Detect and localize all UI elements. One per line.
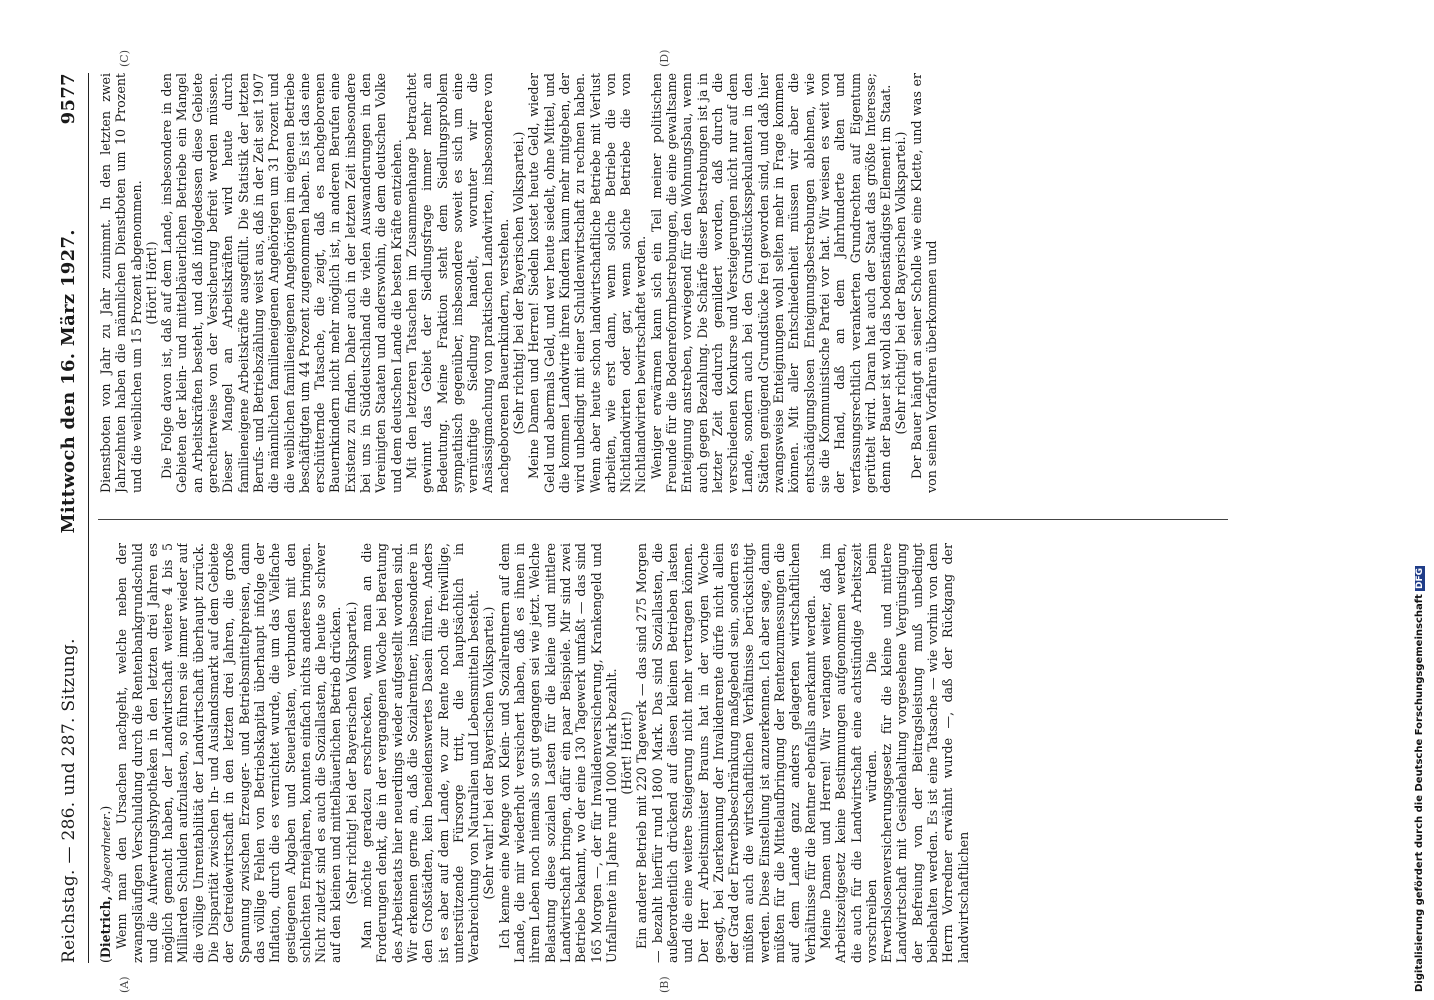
margin-marker-d: (D) (658, 49, 671, 67)
speaker-name: Dietrich, (98, 895, 113, 959)
interjection: (Hört! Hört!) (143, 241, 159, 325)
page-number: 9577 (58, 73, 79, 125)
speaker-line: (Dietrich, Abgeordneter.) (98, 805, 113, 963)
paragraph: Dienstboten von Jahr zu Jahr zunimmt. In den letzten zwei Jahrzehnten haben die männlichen Dienstboten um 10 Prozent und die weiblichen um 15 Prozent abgenommen. (98, 73, 144, 493)
paragraph: Ich kenne eine Menge von Klein- und Sozialrentnern auf dem Lande, die mir wiederholt versichert haben, daß es ihnen in ihrem Leben noch niemals so gut gegangen sei wie jetzt. Welche Belastung diese sozialen Lasten für die kleine und mittlere Landwirtschaft bringen, dafür ein paar Beispiele. Mir sind zwei Betriebe bekannt, wo der eine 130 Tagewerk umfaßt — das sind 165 Morgen —, der für Invalidenversicherung, Krankengeld und Unfallrente im Jahre rund 1000 Mark bezahlt. (496, 543, 619, 963)
header-date: Mittwoch den 16. März 1927. (58, 229, 79, 534)
right-column (98, 73, 1228, 493)
paragraph: Man möchte geradezu erschrecken, wenn man an die Forderungen denkt, die in der vergangenen Woche bei Beratung des Arbeitsetats hier neuerdings wieder aufgestellt worden sind. Wir erkennen gerne an, daß die Sozialrentner, insbesondere in den Großstädten, kein beneidenswertes Dasein führen. Anders ist es aber auf dem Lande, wo zur Rente noch die freiwillige, unterstützende Fürsorge tritt, die hauptsächlich in Verabreichung von Naturalien und Lebensmitteln besteht. (359, 543, 482, 963)
interjection: (Hört! Hört!) (619, 711, 635, 795)
paragraph: Wenn man den Ursachen nachgeht, welche neben der zwangsläufigen Verschuldung durch die Rentenbankgrundschuld und die Aufwertungshypotheken in den letzten drei Jahren es möglich gemacht haben, der Landwirtschaft weitere 4 bis 5 Milliarden Schulden aufzulasten, so führen sie immer wieder auf die völlige Unrentabilität der Landwirtschaft überhaupt zurück. Die Disparität zwischen In- und Auslandsmarkt auf dem Gebiete der Getreidewirtschaft in den letzten drei Jahren, die große Spannung zwischen Erzeuger- und Betriebsmittelpreisen, dann das völlige Fehlen von Betriebskapital überhaupt infolge der Inflation, durch die es vernichtet wurde, die um das Vielfache gestiegenen Abgaben und Steuerlasten, verbunden mit den schlechten Erntejahren, konnten einfach nichts anderes bringen. Nicht zuletzt sind es auch die Soziallasten, die heute so schwer auf den kleinen und mittelbäuerlichen Betrieb drücken. (114, 543, 344, 963)
speaker-role: Abgeordneter (100, 814, 113, 892)
page-header (58, 73, 89, 963)
interjection: (Sehr richtig! bei der Bayerischen Volkspartei.) (511, 131, 527, 435)
margin-marker-b: (B) (658, 976, 671, 993)
paragraph: Die Folge davon ist, daß auf dem Lande, insbesondere in den Gebieten der klein- und mittelbäuerlichen Betriebe ein Mangel an Arbeitskräften besteht, und daß infolgedessen diese Gebiete gerechterweise von der Versicherung befreit werden müssen. Dieser Mangel an Arbeitskräften wird heute durch familieneigene Arbeitskräfte ausgefüllt. Die Statistik der letzten Berufs- und Betriebszählung weist aus, daß in der Zeit seit 1907 die männlichen familieneigenen Angehörigen um 31 Prozent und die weiblichen familieneigenen Angehörigen im eigenen Betriebe beschäftigten um 44 Prozent zugenommen haben. Es ist das eine erschütternde Tatsache, die zeigt, daß es nachgeborenen Bauernkindern nicht mehr möglich ist, in anderen Berufen eine Existenz zu finden. Daher auch in der letzten Zeit insbesondere bei uns in Süddeutschland die vielen Auswanderungen in den Vereinigten Staaten und anderswohin, die dem deutschen Volke und dem deutschen Lande die besten Kräfte entziehen. (159, 73, 404, 493)
left-column (98, 543, 1228, 963)
interjection: (Sehr richtig! bei der Bayerischen Volkspartei.) (343, 601, 359, 905)
paragraph: Meine Damen und Herren! Siedeln kostet heute Geld, wieder Geld und abermals Geld, und wer heute siedelt, ohne Mittel, und die kommen Landwirte ihren Kindern kaum mehr mitgeben, der wird unbedingt mit einer Schuldenwirtschaft zu rechnen haben. Wenn aber heute schon landwirtschaftliche Betriebe mit Verlust arbeiten, wie erst dann, wenn solche Betriebe die von Nichtlandwirten oder gar, wenn solche Betriebe die von Nichtlandwirten bewirtschaftet werden. (526, 73, 649, 493)
paragraph: Der Bauer hängt an seiner Scholle wie eine Klette, und was er von seinen Vorfahren überkommen und (908, 73, 940, 493)
margin-marker-c: (C) (118, 50, 131, 67)
column-divider (98, 519, 1228, 520)
margin-marker-a: (A) (118, 976, 131, 993)
interjection: (Sehr wahr! bei der Bayerischen Volkspartei.) (481, 606, 497, 900)
header-session: Reichstag. — 286. und 287. Sitzung. (59, 638, 79, 963)
interjection: (Sehr richtig! bei der Bayerischen Volkspartei.) (893, 131, 909, 435)
digitization-credit (1414, 8, 1428, 992)
document-page (58, 49, 1238, 993)
paragraph: Meine Damen und Herren! Wir verlangen weiter, daß im Arbeitszeitgesetz keine Bestimmungen aufgenommen werden, die auch für die Landwirtschaft eine achtstündige Arbeitszeit vorschreiben würden. Die beim Erwerbslosenversicherungsgesetz für die kleine und mittlere Landwirtschaft mit Gesindehaltung vorgesehene Vergünstigung der Befreiung von der Beitragsleistung muß unbedingt beibehalten werden. Es ist eine Tatsache — wie vorhin von dem Herrn Vorredner erwähnt wurde —, daß der Rückgang der landwirtschaftlichen (817, 543, 971, 963)
paragraph: Mit den letzteren Tatsachen im Zusammenhange betrachtet gewinnt das Gebiet der Siedlungsfrage immer mehr an Bedeutung. Meine Fraktion steht dem Siedlungsproblem sympathisch gegenüber, insbesondere soweit es sich um eine vernünftige Siedlung handelt, worunter wir die Ansässigmachung von praktischen Landwirten, insbesondere von nachgeborenen Bauernkindern, verstehen. (403, 73, 511, 493)
dfg-logo: DFG (1415, 567, 1425, 589)
credit-text: Digitalisierung gefördert durch die Deutsche Forschungsgemeinschaft (1414, 594, 1425, 992)
paragraph: Weniger erwärmen kann sich ein Teil meiner politischen Freunde für die Bodenreformbestrebungen, die eine gewaltsame Enteignung anstreben, vorwiegend für den Wohnungsbau, wenn auch gegen Bezahlung. Die Schärfe dieser Bestrebungen ist ja in letzter Zeit dadurch gemildert worden, daß durch die verschiedenen Konkurse und Versteigerungen nicht nur auf dem Lande, sondern auch bei den Grundstücksspekulanten in den Städten genügend Grundstücke frei geworden sind, und daß hier zwangsweise Enteignungen wohl selten mehr in Frage kommen können. Mit aller Entschiedenheit müssen wir aber die entschädigungslosen Enteignungsbestrebungen ablehnen, wie sie die Kommunistische Partei vor hat. Wir weisen es weit von der Hand, daß an dem Jahrhunderte alten und verfassungsrechtlich verankerten Grundrechten auf Eigentum gerüttelt wird. Daran hat auch der Staat das größte Interesse; denn der Bauer ist wohl das bodenständigste Element im Staat. (648, 73, 894, 493)
paragraph: Ein anderer Betrieb mit 220 Tagewerk — das sind 275 Morgen — bezahlt hierfür rund 1800 Mark. Das sind Soziallasten, die außerordentlich drückend auf diesen kleinen Betrieben lasten und die eine weitere Steigerung nicht mehr vertragen können. Der Herr Arbeitsminister Brauns hat in der vorigen Woche gesagt, bei Zuerkennung der Invalidenrente dürfe nicht allein der Grad der Erwerbsbeschränkung maßgebend sein, sondern es müßten auch die wirtschaftlichen Verhältnisse berücksichtigt werden. Diese Einstellung ist anzuerkennen. Ich aber sage, dann müßten für die Mittelaufbringung der Rentenzumessungen die auf dem Lande ganz anders gelagerten wirtschaftlichen Verhältnisse für die Rentner ebenfalls anerkannt werden. (634, 543, 818, 963)
